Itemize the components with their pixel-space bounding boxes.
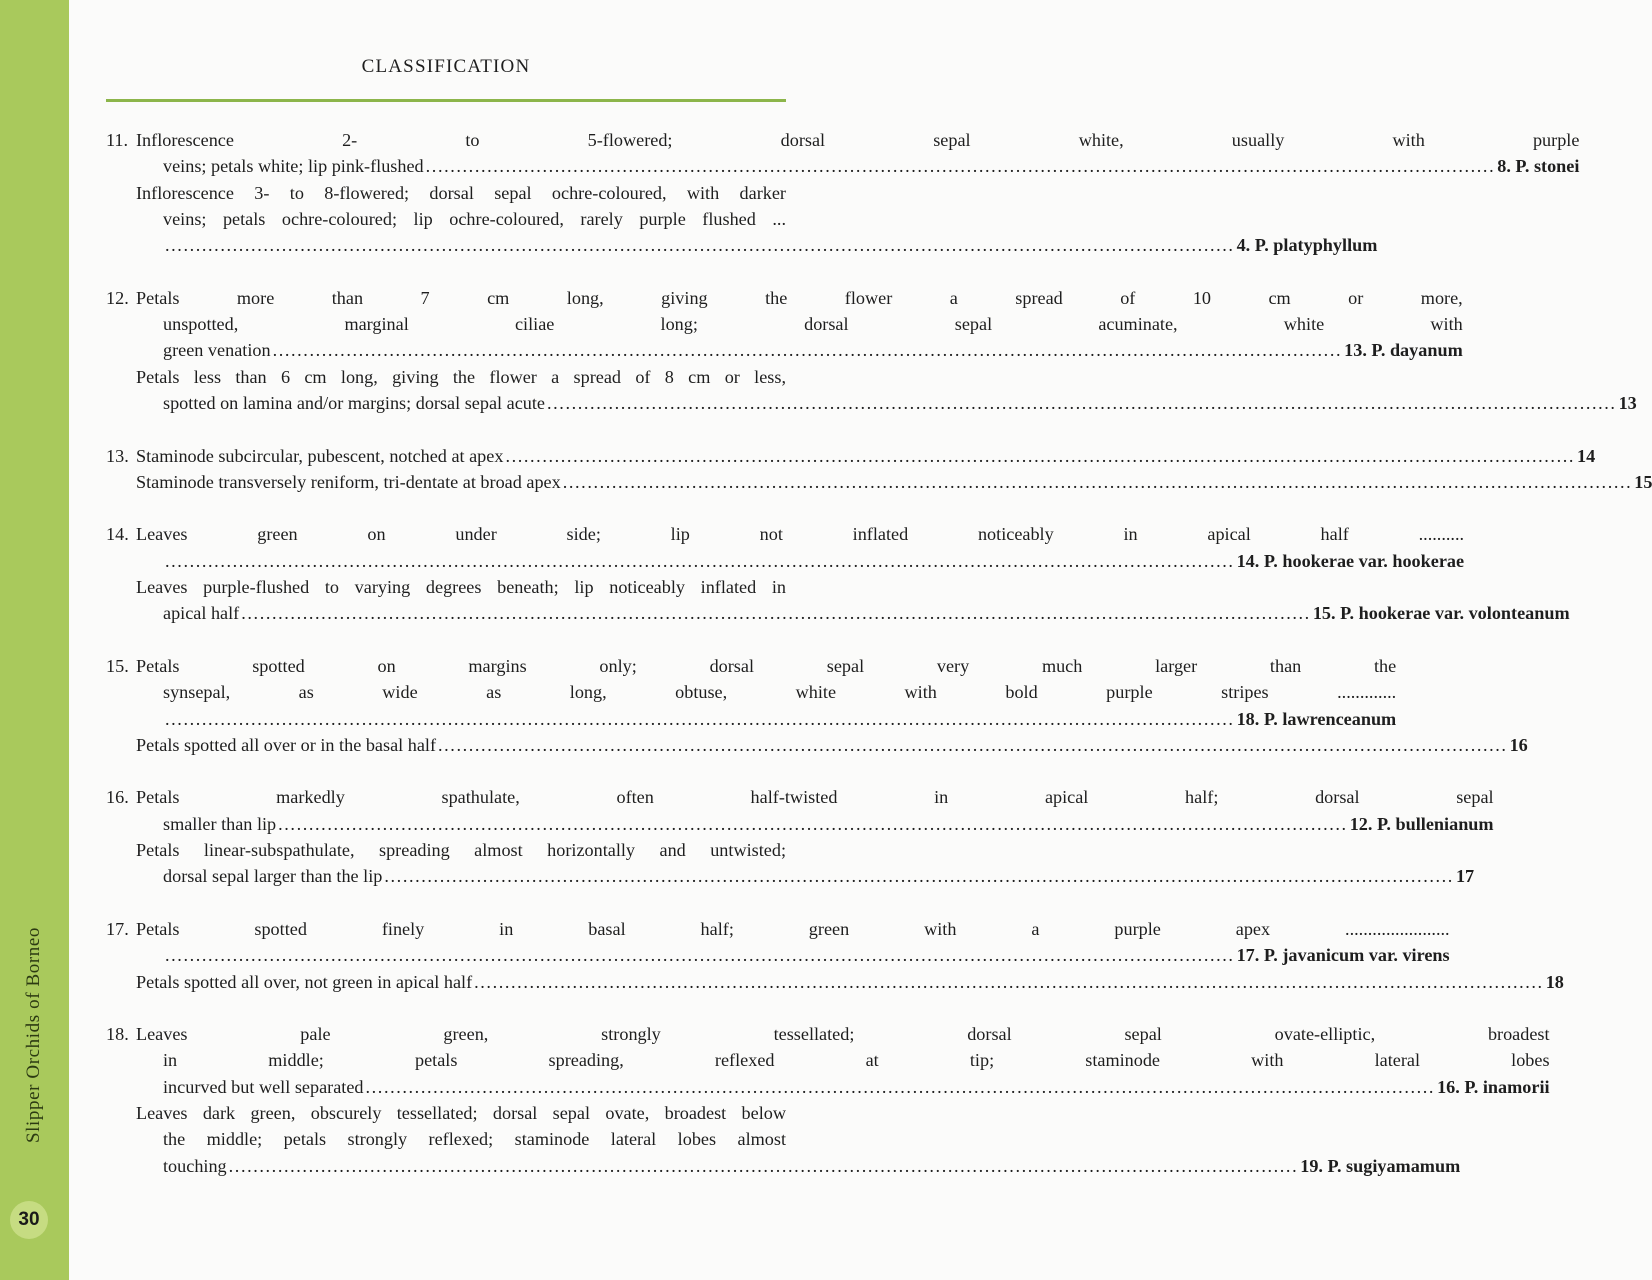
lead-text: [136, 784, 1494, 837]
key-line-text: incurved but well separated: [163, 1076, 364, 1097]
key-line-text: Petals spotted all over or in the basal half: [136, 734, 437, 755]
key-lead-a: [106, 443, 1596, 469]
key-line-with-result: [136, 232, 1378, 258]
lead-text: [136, 916, 1450, 969]
key-line-text: Staminode subcircular, pubescent, notched at apex: [136, 445, 504, 466]
key-line-text: in middle; petals spreading, reflexed at tip; staminode with lateral lobes: [163, 1050, 1550, 1071]
leader-dots: [229, 1153, 1299, 1179]
key-line-with-result: [136, 600, 1570, 626]
key-line-text: Petals more than 7 cm long, giving the flower a spread of 10 cm or more,: [136, 287, 1463, 308]
key-lead-a: [106, 1021, 1550, 1100]
key-line-text: synsepal, as wide as long, obtuse, white with bold purple stripes .............: [163, 682, 1397, 703]
page-number-badge: 30: [10, 1201, 48, 1239]
key-line-text: the middle; petals strongly reflexed; staminode lateral lobes almost: [163, 1129, 786, 1150]
key-line-with-result: [136, 548, 1464, 574]
key-line-text: Petals less than 6 cm long, giving the flower a spread of 8 cm or less,: [136, 366, 786, 387]
key-lead-b: [106, 180, 1378, 259]
key-line-text: Petals markedly spathulate, often half-twisted in apical half; dorsal sepal: [136, 787, 1494, 808]
key-couplet: [106, 784, 1494, 889]
key-line-text: Petals spotted finely in basal half; green with a purple apex .......................: [136, 918, 1450, 939]
leader-dots: [384, 863, 1454, 889]
key-line-with-result: [136, 153, 1579, 179]
key-result: 16: [1509, 734, 1528, 755]
key-lead-a: [106, 916, 1450, 969]
leader-dots: [273, 337, 1343, 363]
key-result: 14. P. hookerae var. hookerae: [1236, 550, 1465, 571]
leader-dots: [165, 548, 1235, 574]
key-result: 18: [1545, 971, 1564, 992]
key-line-text: veins; petals ochre-coloured; lip ochre-coloured, rarely purple flushed ...: [163, 208, 786, 229]
couplet-number: 18.: [106, 1024, 129, 1045]
key-lead-b: [106, 837, 1475, 890]
lead-text: [136, 1021, 1550, 1100]
key-couplet: [106, 521, 1570, 626]
key-line-text: veins; petals white; lip pink-flushed: [163, 156, 424, 177]
key-line-text: Leaves green on under side; lip not inflated noticeably in apical half ..........: [136, 524, 1465, 545]
key-couplet: [106, 653, 1528, 758]
key-line-with-result: [136, 443, 1595, 469]
key-line-with-result: [136, 469, 1652, 495]
key-lead-a: [106, 127, 1580, 180]
key-line-with-result: [136, 942, 1450, 968]
key-result: 16. P. inamorii: [1437, 1076, 1550, 1097]
lead-text: [136, 653, 1396, 732]
key-line-text: dorsal sepal larger than the lip: [163, 866, 383, 887]
key-result: 13: [1618, 392, 1637, 413]
key-line-text: Inflorescence 3- to 8-flowered; dorsal sepal ochre-coloured, with darker: [136, 182, 786, 203]
key-lead-b: [106, 732, 1528, 758]
key-line-with-result: [136, 706, 1396, 732]
lead-text: [136, 521, 1464, 574]
key-couplet: [106, 1021, 1550, 1179]
key-line-text: Leaves pale green, strongly tessellated; dorsal sepal ovate-elliptic, broadest: [136, 1024, 1550, 1045]
lead-text: [136, 285, 1463, 364]
key-result: 8. P. stonei: [1497, 156, 1580, 177]
key-line-text: spotted on lamina and/or margins; dorsal sepal acute: [163, 392, 546, 413]
header-divider: [106, 99, 786, 102]
key-line-text: green venation: [163, 340, 271, 361]
lead-text: [136, 443, 1595, 469]
key-line-text: Petals linear-subspathulate, spreading almost horizontally and untwisted;: [136, 840, 786, 861]
key-line-text: Petals spotted all over, not green in apical half: [136, 971, 473, 992]
key-lead-b: [106, 469, 1652, 495]
page-title: CLASSIFICATION: [361, 56, 531, 77]
key-lead-a: [106, 653, 1397, 732]
key-line-text: Leaves dark green, obscurely tessellated; dorsal sepal ovate, broadest below: [136, 1102, 786, 1123]
couplet-number: 17.: [106, 918, 129, 939]
key-line-text: Inflorescence 2- to 5-flowered; dorsal sepal white, usually with purple: [136, 130, 1580, 150]
key-line-with-result: [136, 1153, 1461, 1179]
key-line-with-result: [136, 863, 1475, 889]
key-line-with-result: [136, 390, 1637, 416]
key-lead-b: [106, 574, 1570, 627]
book-title: Slipper Orchids of Borneo: [23, 926, 44, 1144]
key-lead-b: [106, 1100, 1461, 1179]
key-line-text: smaller than lip: [163, 813, 277, 834]
key-line-with-result: [136, 969, 1564, 995]
couplet-number: 12.: [106, 287, 129, 308]
key-lead-a: [106, 784, 1494, 837]
leader-dots: [241, 600, 1311, 626]
key-line-with-result: [136, 337, 1463, 363]
lead-text: [136, 127, 1579, 180]
key-line-text: Leaves purple-flushed to varying degrees beneath; lip noticeably inflated in: [136, 577, 786, 598]
key-result: 18. P. lawrenceanum: [1236, 708, 1397, 729]
couplet-number: 16.: [106, 787, 129, 808]
key-lead-a: [106, 285, 1463, 364]
key-lead-a: [106, 521, 1465, 574]
key-line-with-result: [136, 732, 1528, 758]
key-line-with-result: [136, 811, 1494, 837]
key-result: 17: [1455, 866, 1475, 887]
key-line-with-result: [136, 1074, 1550, 1100]
key-lead-b: [106, 969, 1564, 995]
leader-dots: [426, 153, 1496, 179]
key-lead-b: [106, 364, 1637, 417]
leader-dots: [547, 390, 1617, 416]
identification-key: [106, 127, 1652, 1205]
couplet-number: 15.: [106, 655, 129, 676]
leader-dots: [505, 443, 1575, 469]
key-couplet: [106, 127, 1580, 258]
key-couplet: [106, 916, 1564, 995]
leader-dots: [563, 469, 1633, 495]
key-result: 4. P. platyphyllum: [1236, 235, 1378, 256]
key-line-text: touching: [163, 1155, 227, 1176]
key-line-text: Petals spotted on margins only; dorsal sepal very much larger than the: [136, 655, 1397, 676]
couplet-number: 14.: [106, 524, 129, 545]
key-result: 15: [1634, 471, 1652, 492]
key-couplet: [106, 443, 1652, 496]
key-line-text: apical half: [163, 603, 240, 624]
key-result: 17. P. javanicum var. virens: [1236, 945, 1450, 966]
key-result: 19. P. sugiyamamum: [1300, 1155, 1461, 1176]
key-result: 14: [1577, 445, 1596, 466]
leader-dots: [165, 942, 1235, 968]
leader-dots: [474, 969, 1544, 995]
couplet-number: 11.: [106, 130, 129, 150]
leader-dots: [438, 732, 1508, 758]
key-couplet: [106, 285, 1637, 416]
leader-dots: [278, 811, 1348, 837]
key-result: 13. P. dayanum: [1344, 340, 1463, 361]
couplet-number: 13.: [106, 445, 129, 466]
leader-dots: [165, 706, 1235, 732]
leader-dots: [366, 1074, 1436, 1100]
key-result: 12. P. bullenianum: [1349, 813, 1494, 834]
leader-dots: [165, 232, 1235, 258]
key-line-text: Staminode transversely reniform, tri-dentate at broad apex: [136, 471, 561, 492]
key-result: 15. P. hookerae var. volonteanum: [1312, 603, 1570, 624]
key-line-text: unspotted, marginal ciliae long; dorsal sepal acuminate, white with: [163, 314, 1463, 335]
